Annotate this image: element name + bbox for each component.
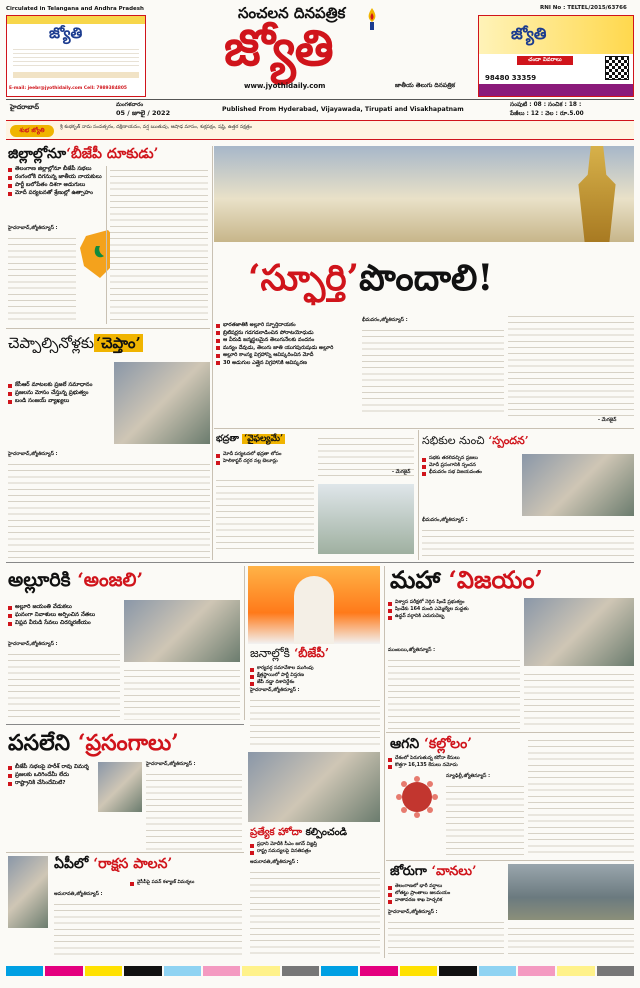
janallo-headline-part2: ‘బీజేపీ’: [294, 646, 330, 660]
city-label: హైదరాబాద్: [10, 103, 39, 111]
slogan: సంచలన దినపత్రిక: [238, 4, 346, 22]
maha-headline: [390, 566, 543, 594]
rakshasa-photo: [8, 856, 48, 928]
chepta-body: [8, 460, 210, 560]
list-item: ప్రధాని మోదీకి సీఎం జగన్ విజ్ఞప్తి: [250, 842, 380, 848]
sabhikula-bullets: [422, 456, 518, 477]
list-item: మోదీ ప్రసంగానికి స్పందన: [422, 463, 518, 469]
left-ad-email: E-mail: jeebr@jyothidaily.com Cell: 7989384805: [9, 86, 127, 91]
published-from: Published From Hyderabad, Vijayawada, Tirupati and Visakhapatnam: [222, 106, 464, 113]
list-item: కార్యవర్గ సమావేశాల ముగింపు: [250, 666, 380, 672]
maha-bullets: [388, 600, 518, 622]
right-ad-box: [478, 15, 634, 97]
list-item: ఉద్ధవ్ వర్గానికి ఎదురుదెబ్బ: [388, 614, 518, 620]
rakshasa-body: [54, 900, 242, 958]
list-item: తెలంగాణలో భారీ వర్షాలు: [388, 884, 504, 890]
bjp-headline-part1: జిల్లాల్లోనూ: [8, 146, 67, 162]
bhadrata-headline: [216, 434, 285, 446]
pages-price: పేజీలు : 12 : వెల : రూ.5.00: [510, 111, 584, 117]
flame-icon: [366, 8, 378, 30]
list-item: సభకు తరలివచ్చిన ప్రజలు: [422, 456, 518, 462]
list-item: షిండేకు 164 మంది ఎమ్మెల్యేల మద్దతు: [388, 607, 518, 613]
list-item: బీజేపీ సభలపై హరీశ్ రావు విమర్శ: [8, 764, 94, 771]
bhadrata-bullets: [216, 452, 316, 466]
bhadrata-photo: [318, 484, 414, 554]
hoda-headline-part1: ప్రత్యేక హోదా: [250, 827, 303, 838]
lead-dateline: భీమవరం,జ్యోతిన్యూస్ :: [362, 318, 408, 323]
list-item: మన్యం దేవుడు, తెలుగు జాతి యుగపురుషుడు అల్లూరి: [216, 345, 354, 352]
kallolam-headline: [390, 736, 472, 755]
bjp-bullets: [8, 166, 104, 198]
chepta-headline: [8, 334, 143, 356]
list-item: భారతజాతికి అల్లూరి స్ఫూర్తిదాయకం: [216, 322, 354, 329]
alluri-headline-part2: ‘అంజలి’: [77, 569, 144, 591]
alluri-statue: [566, 146, 628, 242]
vanalu-bullets: [388, 884, 504, 906]
bjp-headline: [8, 146, 158, 165]
bhadrata-headline-part2: ‘వైఫల్యమే’: [244, 434, 284, 444]
janallo-dateline: హైదరాబాద్,జ్యోతిన్యూస్ :: [250, 688, 300, 693]
prasangalu-headline-part1: పసలేని: [8, 730, 71, 756]
list-item: ఆ వీరుడి జన్మస్థలమైన తెలుగునేలకు వందనం: [216, 337, 354, 344]
hoda-body: [250, 868, 380, 958]
bjp-headline-part2: ‘బీజేపీ దూకుడు’: [66, 146, 159, 162]
prasangalu-photo: [98, 762, 142, 812]
list-item: కొత్తగా 16,135 కేసులు నమోదు: [388, 763, 518, 769]
maha-body: [388, 656, 520, 730]
list-item: పార్టీ బలోపేతం దిశగా అడుగులు: [8, 182, 104, 189]
maha-photo: [524, 598, 634, 666]
list-item: అల్లూరి జయంతి వేడుకలు: [8, 604, 118, 611]
sabhikula-body: [422, 526, 634, 556]
list-item: తెలంగాణ జిల్లాల్లోనూ బీజేపీ సభలు: [8, 166, 104, 173]
alluri-photo: [124, 600, 240, 662]
lead-headline: [248, 258, 493, 298]
prasangalu-headline-part2: ‘ప్రసంగాలు’: [77, 730, 179, 756]
masthead-title: జ్యోతి: [224, 18, 333, 77]
right-ad-logo: జ్యోతి: [511, 24, 547, 43]
bhadrata-headline-part1: భద్రతా: [216, 434, 239, 444]
vanalu-photo: [508, 864, 634, 920]
lead-byline: - మేగజైన్: [598, 418, 617, 423]
sabhikula-headline-part2: ‘స్పందన’: [488, 434, 529, 447]
kallolam-dateline: న్యూఢిల్లీ,జ్యోతిన్యూస్ :: [446, 774, 491, 779]
janallo-headline-part1: జనాల్లోకి: [250, 646, 290, 660]
bjp-dateline: హైదరాబాద్,జ్యోతిన్యూస్ :: [8, 226, 58, 231]
bjp-body-col2: [110, 166, 208, 324]
list-item: విప్లవ వీరుడి సేవలు చిరస్మరణీయం: [8, 620, 118, 627]
list-item: జేపీ నడ్డా దిశానిర్దేశం: [250, 680, 380, 686]
left-ad-box: [6, 15, 146, 97]
maha-body-col2: [524, 670, 634, 730]
janallo-body: [250, 696, 380, 746]
chepta-bullets: [8, 382, 108, 406]
list-item: వాతావరణ శాఖ హెచ్చరిక: [388, 898, 504, 904]
sabhikula-photo: [522, 454, 634, 516]
list-item: విశ్వాస పరీక్షలో నెగ్గిన షిండే ప్రభుత్వం: [388, 600, 518, 606]
list-item: ఘనంగా నివాళులు అర్పించిన నేతలు: [8, 612, 118, 619]
chepta-dateline: హైదరాబాద్,జ్యోతిన్యూస్ :: [8, 452, 58, 457]
color-registration-bar: [6, 966, 634, 976]
list-item: ప్రజలకు ఒరిగిందేమీ లేదు: [8, 772, 94, 779]
right-ad-label: చందా వివరాలు: [517, 56, 573, 65]
panchang-text: శ్రీ శుభకృత్ నామ సంవత్సరం, దక్షిణాయనం, వర్ష ఋతువు, ఆషాఢ మాసం, శుక్లపక్షం, షష్ఠి, ఉత్తర నక్షత్రం: [60, 125, 252, 130]
sabhikula-headline: [422, 434, 529, 450]
vanalu-headline-part1: జోరుగా: [390, 864, 427, 879]
list-item: హెలికాప్టర్ దగ్గర నల్ల బెలూన్లు: [216, 459, 316, 465]
janallo-bullets: [250, 666, 380, 687]
kallolam-headline-part1: ఆగని: [390, 736, 420, 752]
alluri-headline-part1: అల్లూరికి: [8, 569, 71, 591]
list-item: బండి సంజయ్ వ్యాఖ్యలు: [8, 398, 108, 405]
list-item: మోదీ పర్యటనతో శ్రేణుల్లో ఉత్సాహం: [8, 190, 104, 197]
volume-info: సంపుటి : 08 : సంచిక : 18 :: [510, 102, 582, 108]
rakshasa-bullets: [130, 880, 242, 887]
hoda-headline: [250, 826, 347, 840]
lead-bullets: [216, 322, 354, 368]
janallo-photo: [248, 566, 380, 644]
kallolam-bullets: [388, 756, 518, 770]
vanalu-body-col2: [508, 924, 634, 958]
maha-headline-part2: ‘విజయం’: [448, 565, 543, 594]
website: www.jyothidaily.com: [244, 82, 326, 90]
qr-code-icon: [605, 56, 629, 80]
prasangalu-dateline: హైదరాబాద్,జ్యోతిన్యూస్ :: [146, 762, 196, 767]
alluri-body-col2: [124, 666, 240, 720]
vanalu-dateline: హైదరాబాద్,జ్యోతిన్యూస్ :: [388, 910, 438, 915]
list-item: భీమవరం సభ విజయవంతం: [422, 470, 518, 476]
kallolam-body: [446, 782, 524, 856]
rni-number: RNI No : TELTEL/2015/63766: [540, 5, 627, 11]
left-ad-logo: జ్యోతి: [49, 24, 83, 42]
bhadrata-byline: - మేగజైన్: [392, 470, 411, 475]
list-item: రంగంలోకి దిగనున్న జాతీయ నాయకులు: [8, 174, 104, 181]
list-item: దేశంలో పెరుగుతున్న కరోనా కేసులు: [388, 756, 518, 762]
sabhikula-dateline: భీమవరం,జ్యోతిన్యూస్ :: [422, 518, 468, 523]
alluri-headline: [8, 568, 143, 592]
speaker-figure: [294, 576, 334, 644]
alluri-body: [8, 650, 120, 720]
list-item: మోదీ పర్యటనలో భద్రతా లోపం: [216, 452, 316, 458]
kallolam-headline-part2: ‘కల్లోలం’: [424, 736, 473, 752]
prasangalu-bullets: [8, 764, 94, 788]
sabhikula-headline-part1: సభికుల నుంచి: [422, 434, 485, 447]
hoda-dateline: అమరావతి,జ్యోతిన్యూస్ :: [250, 860, 299, 865]
alluri-bullets: [8, 604, 118, 628]
rakshasa-headline: [54, 856, 172, 875]
lead-body-col2: [508, 312, 634, 416]
list-item: లోతట్టు ప్రాంతాలు జలమయం: [388, 891, 504, 897]
lead-headline-part1: ‘స్ఫూర్తి’: [248, 257, 360, 299]
list-item: రాష్ట్ర సమస్యలపై వినతిపత్రం: [250, 849, 380, 855]
list-item: వైసీపీపై పవన్ కళ్యాణ్ విమర్శలు: [130, 880, 242, 886]
lead-body: [362, 326, 504, 416]
list-item: రాష్ట్రానికి చేసిందేమిటి?: [8, 780, 94, 787]
vanalu-headline-part2: ‘వానలు’: [431, 864, 477, 879]
list-item: అల్లూరి కాంస్య విగ్రహాన్ని ఆవిష్కరించిన మోదీ: [216, 352, 354, 359]
bjp-body: [8, 234, 76, 324]
chepta-headline-part2: ‘చెప్తాం’: [95, 334, 141, 352]
list-item: కేసీఆర్ మాటలకు ప్రజలే సమాధానం: [8, 382, 108, 389]
rakshasa-headline-part2: ‘రాక్షస పాలన’: [93, 856, 173, 872]
vanalu-body: [388, 918, 504, 958]
prasangalu-headline: [8, 730, 179, 756]
rakshasa-headline-part1: ఏపీలో: [54, 856, 89, 872]
hoda-bullets: [250, 842, 380, 856]
right-ad-phone: 98480 33359: [485, 74, 537, 82]
chepta-headline-part1: చెప్పాల్సినోళ్లకు: [8, 334, 94, 352]
maha-headline-part1: మహా: [390, 565, 441, 594]
kallolam-body-col2: [528, 736, 634, 856]
rakshasa-dateline: అమరావతి,జ్యోతిన్యూస్ :: [54, 892, 103, 897]
lead-headline-part2: పొందాలి!: [359, 257, 494, 299]
bhadrata-body: [216, 476, 314, 554]
hoda-photo: [248, 752, 380, 822]
issue-date: 05 / జూలై / 2022: [116, 109, 171, 117]
list-item: ప్రజలను మోసం చేస్తున్న ప్రభుత్వం: [8, 390, 108, 397]
hoda-headline-part2: కల్పించండి: [305, 827, 348, 838]
lead-photo: [214, 146, 634, 242]
alluri-dateline: హైదరాబాద్,జ్యోతిన్యూస్ :: [8, 642, 58, 647]
list-item: బ్రిటిషర్లను గడగడలాడించిన పోరాటయోధుడు: [216, 330, 354, 337]
panchang-strip: [6, 120, 634, 140]
list-item: క్షేత్రస్థాయిలో పార్టీ విస్తరణ: [250, 673, 380, 679]
national-tag: జాతీయ తెలుగు దినపత్రిక: [395, 82, 455, 89]
prasangalu-body: [146, 770, 242, 852]
maha-dateline: ముంబయి,జ్యోతిన్యూస్ :: [388, 648, 436, 653]
circulated-line: Circulated in Telangana and Andhra Pradesh: [6, 6, 144, 12]
virus-icon: [394, 774, 440, 820]
list-item: 30 అడుగుల ఎత్తైన విగ్రహానికి ఆవిష్కరణ: [216, 360, 354, 367]
vanalu-headline: [390, 864, 477, 882]
chepta-photo: [114, 362, 210, 444]
panchang-badge: శుభ జ్యోతి: [10, 125, 54, 137]
weekday-label: మంగళవారం: [116, 102, 144, 108]
janallo-headline: [250, 646, 329, 663]
